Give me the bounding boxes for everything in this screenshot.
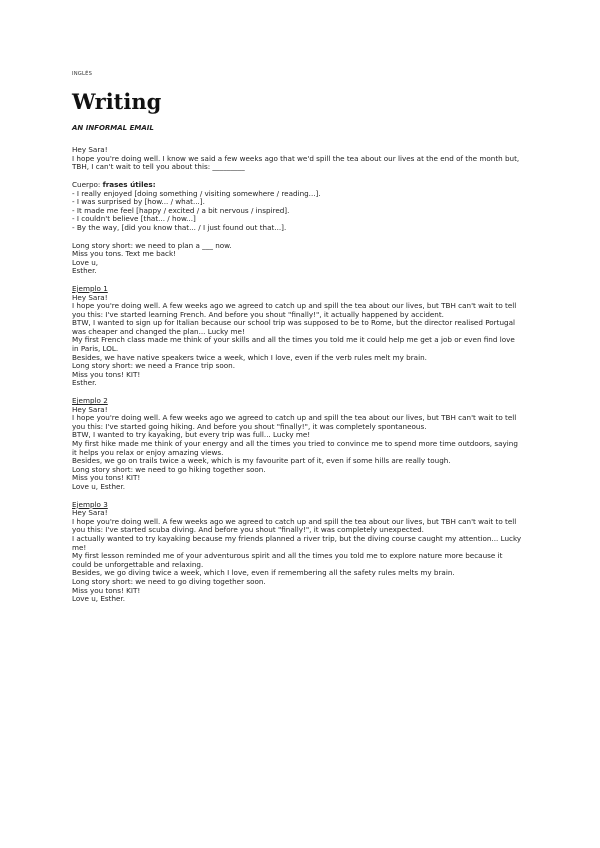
page-subtitle: AN INFORMAL EMAIL	[72, 123, 154, 132]
closing-line: Esther.	[72, 266, 97, 276]
phrase-item: - I was surprised by [how... / what...].	[72, 197, 205, 207]
closing-line: Love u,	[72, 257, 99, 267]
example-line: Besides, we go diving twice a week, which I love, even if remembering all the safety rules melts my brain.	[72, 568, 455, 578]
phrase-item: - It made me feel [happy / excited / a bit nervous / inspired].	[72, 205, 290, 215]
phrase-item: - By the way, [did you know that... / I just found out that...].	[72, 222, 287, 232]
example-line: I hope you're doing well. A few weeks ago we agreed to catch up and spill the tea about our lives, but TBH can't wait to tell you this: I've started learning French. And before you shout "finally!", it actually happened by accident.	[72, 301, 517, 319]
example-line: Besides, we have native speakers twice a week, which I love, even if the verb rules melt my brain.	[72, 352, 427, 362]
example-line: Miss you tons! KIT!	[72, 473, 141, 483]
template-section	[72, 146, 522, 276]
template-greeting: Hey Sara!	[72, 145, 108, 155]
example-title: Ejemplo 3	[72, 499, 108, 509]
example-line: Miss you tons! KIT!	[72, 369, 141, 379]
page-title: Writing	[72, 88, 162, 114]
example-line: My first lesson reminded me of your adventurous spirit and all the times you told me to explore nature more because it could be unforgettable and relaxing.	[72, 551, 503, 569]
closing-line: Long story short: we need to plan a ___ now.	[72, 240, 232, 250]
example-line: I hope you're doing well. A few weeks ago we agreed to catch up and spill the tea about our lives, but TBH can't wait to tell you this: I've started scuba diving. And before you shout "finally!", it was completely unexpected.	[72, 516, 517, 535]
example-line: BTW, I wanted to try kayaking, but every trip was full... Lucky me!	[72, 430, 311, 440]
example-line: I hope you're doing well. A few weeks ago we agreed to catch up and spill the tea about our lives, but TBH can't wait to tell you this: I've started going hiking. And before you shout "finally!", it was completely spontaneous.	[72, 413, 517, 431]
example-line: Hey Sara!	[72, 404, 108, 414]
example-line: Besides, we go on trails twice a week, which is my favourite part of it, even if some hills are really tough.	[72, 456, 451, 466]
example-line: Long story short: we need a France trip soon.	[72, 361, 236, 371]
example-line: Love u, Esther.	[72, 481, 126, 491]
body-label-text: Cuerpo:	[72, 179, 103, 189]
example-line: Miss you tons! KIT!	[72, 585, 141, 595]
example-1	[72, 285, 522, 388]
example-line: BTW, I wanted to sign up for Italian because our school trip was supposed to be to Rome, but the director realised Portugal was cheaper and changed the plan... Lucky me!	[72, 318, 515, 336]
example-line: Hey Sara!	[72, 508, 108, 518]
example-line: My first hike made me think of your energy and all the times you tried to convince me to spend more time outdoors, saying it helps you relax or enjoy amazing views.	[72, 439, 518, 457]
example-line: I actually wanted to try kayaking because my friends planned a river trip, but the diving course caught my attention... Lucky me!	[72, 533, 522, 552]
example-line: Long story short: we need to go hiking together soon.	[72, 464, 266, 474]
example-line: Love u, Esther.	[72, 594, 126, 604]
example-title: Ejemplo 1	[72, 283, 108, 293]
phrase-item: - I couldn't believe [that... / how...]	[72, 214, 196, 224]
subject-label: INGLÉS	[72, 71, 93, 77]
closing-line: Miss you tons. Text me back!	[72, 249, 177, 259]
document-page	[72, 70, 522, 604]
example-line: Esther.	[72, 378, 97, 388]
example-2	[72, 397, 522, 492]
example-title: Ejemplo 2	[72, 396, 108, 406]
template-intro: I hope you're doing well. I know we said a few weeks ago that we'd spill the tea about our lives at the end of the month but, TBH, I can't wait to tell you about this: _________	[72, 153, 520, 172]
example-line: My first French class made me think of your skills and all the times you told me it could help me get a job or even find love in Paris, LOL.	[72, 335, 515, 354]
example-3	[72, 501, 522, 604]
example-line: Long story short: we need to go diving together soon.	[72, 576, 266, 586]
example-line: Hey Sara!	[72, 292, 108, 302]
phrase-item: - I really enjoyed [doing something / visiting somewhere / reading...].	[72, 188, 321, 198]
body-label-bold: frases útiles:	[102, 179, 156, 189]
